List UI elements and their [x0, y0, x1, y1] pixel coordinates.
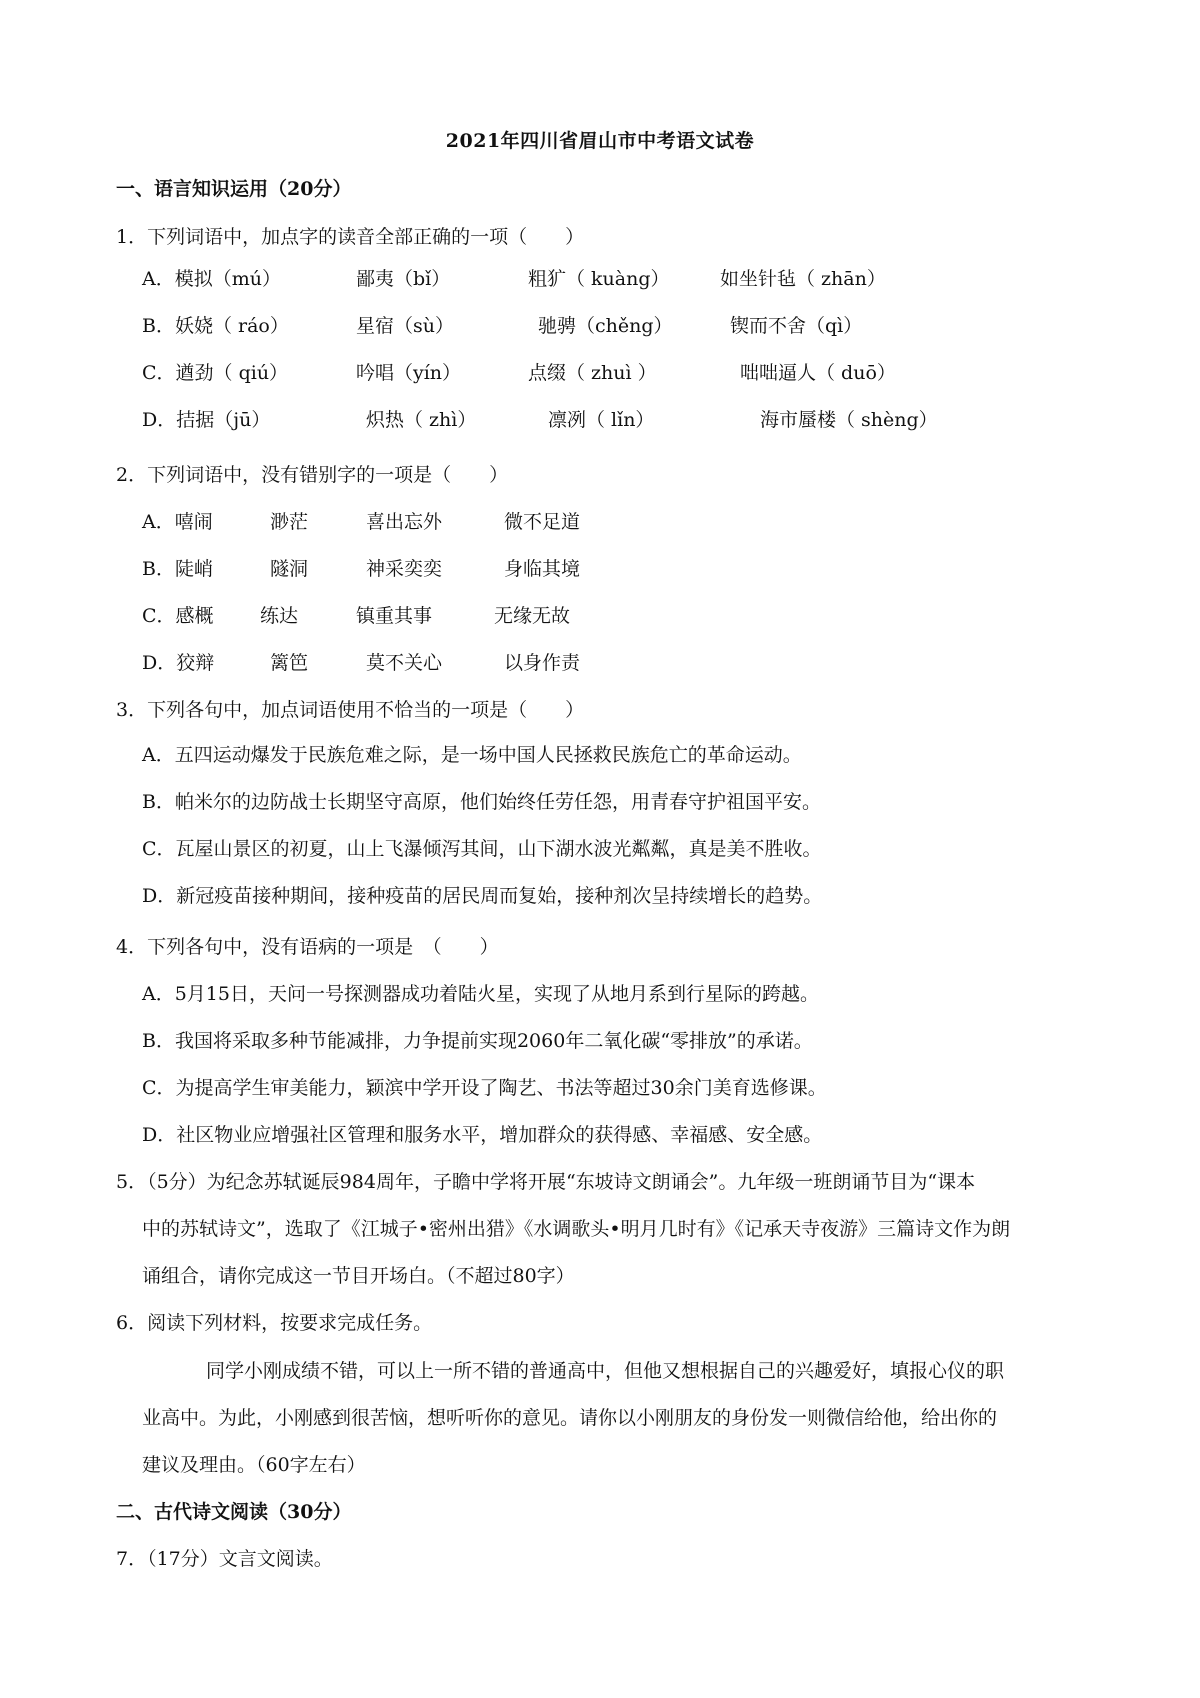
question-6-stem: 6．阅读下列材料，按要求完成任务。 [116, 1312, 433, 1334]
option-cell: 篱笆 [270, 652, 309, 674]
option-cell: D．拮据（jū） [142, 409, 271, 431]
question-4-stem: 4．下列各句中，没有语病的一项是 （ ） [116, 936, 499, 958]
section-heading-1: 一、语言知识运用（20分） [116, 178, 352, 200]
option-cell: 粗犷（ kuàng） [528, 268, 670, 290]
option-cell: 炽热（ zhì） [366, 409, 477, 431]
option-cell: 鄙夷（bǐ） [356, 268, 451, 290]
option-cell: 微不足道 [504, 511, 581, 533]
option-cell: 莫不关心 [366, 652, 443, 674]
option-cell: A．模拟（mú） [142, 268, 281, 290]
question-1-stem: 1．下列词语中，加点字的读音全部正确的一项（ ） [116, 226, 585, 248]
option-cell: 身临其境 [504, 558, 581, 580]
option-cell: 海市蜃楼（ shèng） [760, 409, 938, 431]
question-6-material-line-1: 同学小刚成绩不错，可以上一所不错的普通高中，但他又想根据自己的兴趣爱好，填报心仪的职 [206, 1360, 1005, 1382]
option-cell: B．妖娆（ ráo） [142, 315, 289, 337]
option-cell: 镇重其事 [356, 605, 433, 627]
option-cell: 锲而不舍（qì） [730, 315, 863, 337]
section-heading-2: 二、古代诗文阅读（30分） [116, 1501, 352, 1523]
option-cell: 无缘无故 [494, 605, 571, 627]
option-cell: B．陡峭 [142, 558, 213, 580]
question-2-stem: 2．下列词语中，没有错别字的一项是（ ） [116, 464, 509, 486]
question-3-option-d: D．新冠疫苗接种期间，接种疫苗的居民周而复始，接种剂次呈持续增长的趋势。 [142, 885, 823, 907]
option-cell: 星宿（sù） [356, 315, 454, 337]
option-cell: 点缀（ zhuì ） [528, 362, 657, 384]
question-4-option-c: C．为提高学生审美能力，颖滨中学开设了陶艺、书法等超过30余门美育选修课。 [142, 1077, 827, 1099]
question-7-stem: 7．（17分）文言文阅读。 [116, 1548, 333, 1570]
option-cell: 喜出忘外 [366, 511, 443, 533]
question-4-option-d: D．社区物业应增强社区管理和服务水平，增加群众的获得感、幸福感、安全感。 [142, 1124, 823, 1146]
option-cell: 凛冽（ lǐn） [548, 409, 655, 431]
option-cell: 咄咄逼人（ duō） [740, 362, 896, 384]
question-6-material-line-3: 建议及理由。（60字左右） [142, 1454, 366, 1476]
page-title: 2021年四川省眉山市中考语文试卷 [445, 130, 755, 152]
question-5-line-3: 诵组合，请你完成这一节目开场白。（不超过80字） [142, 1265, 575, 1287]
option-cell: 神采奕奕 [366, 558, 443, 580]
option-cell: D．狡辩 [142, 652, 215, 674]
question-5-line-1: 5．（5分）为纪念苏轼诞辰984周年，子瞻中学将开展“东坡诗文朗诵会”。九年级一班朗诵节目为“课本 [116, 1171, 976, 1193]
question-4-option-b: B．我国将采取多种节能减排，力争提前实现2060年二氧化碳“零排放”的承诺。 [142, 1030, 813, 1052]
question-3-stem: 3．下列各句中，加点词语使用不恰当的一项是（ ） [116, 699, 585, 721]
option-cell: 练达 [260, 605, 299, 627]
option-cell: C．感概 [142, 605, 214, 627]
option-cell: 吟唱（yín） [356, 362, 462, 384]
option-cell: 渺茫 [270, 511, 309, 533]
question-5-line-2: 中的苏轼诗文”，选取了《江城子•密州出猎》《水调歌头•明月几时有》《记承天寺夜游》三篇诗文作为朗 [142, 1218, 1011, 1240]
option-cell: 驰骋（chěng） [538, 315, 673, 337]
option-cell: 隧洞 [270, 558, 309, 580]
question-3-option-a: A．五四运动爆发于民族危难之际，是一场中国人民拯救民族危亡的革命运动。 [142, 744, 802, 766]
option-cell: 如坐针毡（ zhān） [720, 268, 886, 290]
question-3-option-c: C．瓦屋山景区的初夏，山上飞瀑倾泻其间，山下湖水波光粼粼，真是美不胜收。 [142, 838, 822, 860]
question-4-option-a: A．5月15日，天问一号探测器成功着陆火星，实现了从地月系到行星际的跨越。 [142, 983, 819, 1005]
option-cell: C．遒劲（ qiú） [142, 362, 289, 384]
question-3-option-b: B．帕米尔的边防战士长期坚守高原，他们始终任劳任怨，用青春守护祖国平安。 [142, 791, 821, 813]
option-cell: 以身作责 [504, 652, 581, 674]
question-6-material-line-2: 业高中。为此，小刚感到很苦恼，想听听你的意见。请你以小刚朋友的身份发一则微信给他，给出你的 [142, 1407, 998, 1429]
option-cell: A．嘻闹 [142, 511, 213, 533]
